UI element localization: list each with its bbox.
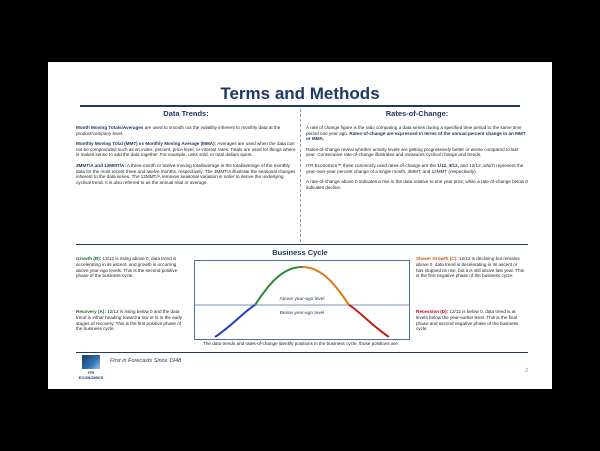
business-cycle-diagram xyxy=(194,260,410,340)
data-trends-paragraph-2 xyxy=(76,141,296,158)
page-title: Terms and Methods xyxy=(220,84,380,103)
business-cycle-caption: The data trends and rates-of-change identify positions in the business cycle, those positions are: xyxy=(203,341,399,346)
term-mmt-vs-mma: Monthly Moving Total (MMT) vs Monthly Moving Average (MMA): xyxy=(76,141,217,147)
phase-recovery xyxy=(76,309,186,332)
phase-slower-growth xyxy=(416,256,526,279)
data-trends-paragraph-3 xyxy=(76,163,296,185)
phase-slower-body: 12/12 is declining but remains above 0, data trend is decelerating in its ascent or has stopped its rise, but it is still above last year. This is the first negative phase of the business cycle. xyxy=(416,256,524,279)
roc-paragraph-3-text-b: and 12/12, which represent the year-over-year percent change of a single month, 3MMT, and 12MMT (respectively). xyxy=(306,162,524,174)
phase-growth-heading: Growth (B): xyxy=(76,256,102,261)
business-cycle-svg xyxy=(195,261,409,339)
data-trends-paragraph-1 xyxy=(76,125,296,136)
business-cycle-title: Business Cycle xyxy=(272,248,328,257)
column-divider xyxy=(300,109,301,242)
phase-growth xyxy=(76,256,186,279)
phase-recovery-body: 12/12 is rising below 0 and the data trend is either heading toward a low or is in the early stages of recovery. This is the first positive phase of the business cycle. xyxy=(76,309,183,332)
itr-logo xyxy=(76,355,106,380)
roc-paragraph-3 xyxy=(306,163,528,174)
phase-slower-heading: Slower Growth (C): xyxy=(416,256,458,261)
paragraph-1-body: are used to smooth out the volatility inherent to monthly data at the product/company level. xyxy=(76,125,281,136)
logo-mark-icon xyxy=(82,355,100,369)
slide xyxy=(48,62,552,389)
roc-paragraph-3-text-a: ITR Economics™ three commonly used rates-of-change are the xyxy=(306,162,438,168)
phase-recovery-heading: Recovery (A): xyxy=(76,309,106,314)
curve-recovery-segment xyxy=(215,305,255,337)
below-year-ago-label: Below year-ago level xyxy=(279,311,325,316)
page-number: 2 xyxy=(525,368,528,374)
term-3mmt-12mmt: 3MMT/A and 12MMT/A: xyxy=(76,162,126,168)
roc-paragraph-2: Rates-of-change reveal whether activity levels are getting progressively better or worse compared to last year. Consecutive rate-of-change illustrates and measures cyclical change and trends. xyxy=(306,146,519,158)
above-year-ago-label: Above year-ago level xyxy=(279,297,325,302)
phase-recession-body: 12/12 is below 0, data trend is at levels below the year-earlier level. This is the final phase and second negative phase of the business cycle. xyxy=(416,309,519,332)
logo-text: ITR ECONOMICS xyxy=(78,370,104,380)
term-month-moving-totals: Month Moving Totals/Averages xyxy=(76,125,144,130)
paragraph-2-body: Averages are used when the data can not be compounded such as an index, percent, price level, or interest rates. Totals are used for things where is makes sense to add the data together. For example, units sold, or total dollars spent. xyxy=(76,141,296,158)
rates-of-change-section xyxy=(306,107,528,242)
roc-paragraph-1-text: A rate of change figure is the ratio comparing a data series during a specified time period to the same time period one year ago. xyxy=(306,125,522,136)
paragraph-3-body: A three-month or twelve-moving total/average is the total/average of the monthly data for the most recent three and twelve months, respectively. The 3MMT/A illustrate the seasonal changes inherent to the data series. The 12MMT/A removes seasonal variation in order to derive the underlying cyclical trend. It is also referred to as the annual total or average. xyxy=(76,162,296,185)
rates-of-change-heading: Rates-of-Change: xyxy=(385,109,449,118)
footer-divider xyxy=(76,352,528,353)
curve-recession-segment xyxy=(349,305,389,337)
data-trends-section xyxy=(76,107,296,242)
roc-paragraph-1 xyxy=(306,125,528,142)
roc-definition-emphasis: Rates-of-change are expressed in terms of the annual percent change in an MMT or MMA. xyxy=(306,130,526,142)
roc-rates-emphasis: 1/12, 3/12, xyxy=(437,162,459,168)
section-divider xyxy=(76,244,528,245)
roc-paragraph-4: A rate-of-change above 0 indicates a rise in the data relative to one year prior, while a rate-of-change below 0 indicates decline. xyxy=(306,179,528,190)
phase-recession xyxy=(416,309,526,332)
footer-tagline: First in Forecasts Since 1948 xyxy=(110,358,182,364)
phase-growth-body: 12/12 is rising above 0, data trend is accelerating in its ascent, and growth is occurring above year-ago levels. This is the second positive phase of the business cycle. xyxy=(76,256,178,279)
phase-recession-heading: Recession (D): xyxy=(416,309,449,314)
data-trends-heading: Data Trends: xyxy=(163,109,209,118)
